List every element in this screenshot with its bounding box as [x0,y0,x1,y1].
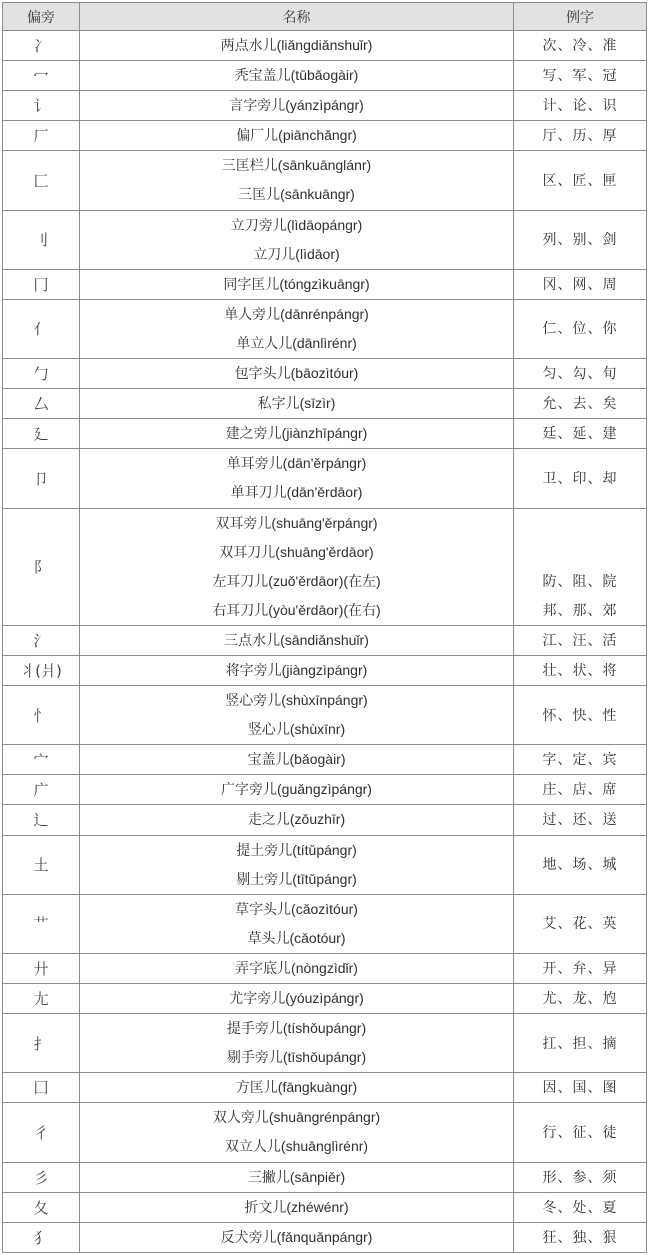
name-cell [80,389,514,419]
table-row [3,775,647,805]
example-chars: 艾、花、英 [542,915,618,932]
radical-name: 草字头儿(cǎozìtóur) [235,900,358,917]
radical-cell: 氵 [3,625,80,655]
table-row [3,625,647,655]
radicals-table [2,2,647,1253]
header-examples: 例字 [514,3,647,31]
name-cell [80,625,514,655]
radical-cell: 卩 [3,449,80,508]
example-chars [514,538,646,567]
examples-cell [514,61,647,91]
radical-name: 将字旁儿(jiàngzìpángr) [225,661,368,678]
radical-name: 剔土旁儿(tītǔpángr) [236,870,357,887]
table-row [3,359,647,389]
name-cell [80,1162,514,1192]
examples-cell [514,1192,647,1222]
radical-name: 走之儿(zǒuzhīr) [247,811,346,828]
name-cell [80,894,514,953]
example-chars: 列、别、剑 [542,231,618,248]
examples-cell [514,299,647,358]
example-chars: 允、去、矣 [542,395,618,412]
radical-cell: 刂 [3,210,80,269]
table-row [3,508,647,625]
radical-cell: 冖 [3,61,80,91]
radical-name: 同字匡儿(tóngzìkuāngr) [223,275,370,292]
examples-cell [514,655,647,685]
header-row [3,3,647,31]
example-chars: 地、场、城 [542,856,618,873]
radical-cell: 夂 [3,1192,80,1222]
radical-name: 两点水儿(liǎngdiǎnshuǐr) [220,37,373,53]
name-cell [80,686,514,745]
example-chars: 过、还、送 [542,811,618,828]
name-cell [80,299,514,358]
table-row [3,953,647,983]
radical-name: 草头儿(cǎotóur) [247,929,346,946]
name-cell [80,151,514,210]
examples-cell [514,449,647,508]
example-chars: 字、定、宾 [542,751,618,768]
table-row [3,1162,647,1192]
example-chars: 开、弁、异 [542,959,618,976]
examples-cell [514,894,647,953]
radical-name: 提手旁儿(tíshǒupángr) [226,1020,367,1037]
table-row [3,419,647,449]
radical-cell: 冫 [3,31,80,61]
radical-name: 秃宝盖儿(tūbǎogàir) [234,67,359,84]
radical-cell: 讠 [3,91,80,121]
table-row [3,91,647,121]
header-radical: 偏旁 [3,3,80,31]
radical-name: 广字旁儿(guǎngzìpángr) [221,781,372,798]
radical-cell: 丬(爿) [3,655,80,685]
example-chars: 形、参、须 [542,1168,618,1185]
radical-cell: 阝 [3,508,80,625]
table-row [3,805,647,835]
table-row [3,61,647,91]
radical-cell: 辶 [3,805,80,835]
example-chars: 区、匠、匣 [542,171,618,188]
table-row [3,835,647,894]
example-chars: 计、论、识 [542,97,618,114]
radical-cell: 忄 [3,686,80,745]
examples-cell [514,1014,647,1073]
radical-cell: 尢 [3,984,80,1014]
table-row [3,686,647,745]
radical-name: 方匡儿(fāngkuàngr) [235,1079,358,1096]
example-chars [514,509,646,538]
example-chars: 行、征、徒 [542,1123,618,1140]
radical-name: 单耳旁儿(dān'ěrpángr) [226,455,367,472]
radical-name: 单耳刀儿(dān'ěrdāor) [230,484,363,501]
radical-cell: 厶 [3,389,80,419]
radical-cell: 廴 [3,419,80,449]
radical-cell: 彳 [3,1103,80,1162]
radical-cell: 犭 [3,1222,80,1252]
name-cell [80,745,514,775]
example-chars: 防、阻、院 [542,572,618,589]
examples-cell [514,805,647,835]
name-cell [80,1014,514,1073]
radical-name: 竖心儿(shùxīnr) [247,721,346,738]
example-chars: 尤、龙、尥 [542,990,618,1006]
radical-name: 双耳刀儿(shuāng'ěrdāor) [219,543,374,560]
table-row [3,1073,647,1103]
examples-cell [514,419,647,449]
table-row [3,210,647,269]
examples-cell [514,984,647,1014]
table-row [3,389,647,419]
radical-name: 单立人儿(dānlìrénr) [236,334,357,351]
example-chars: 廷、延、建 [542,425,618,442]
name-cell [80,953,514,983]
example-chars: 怀、快、性 [542,706,618,723]
example-chars: 江、汪、活 [542,631,618,648]
examples-cell [514,1103,647,1162]
name-cell [80,61,514,91]
example-chars: 壮、状、将 [542,661,618,678]
name-cell [80,508,514,625]
radical-name: 折文儿(zhéwénr) [244,1198,349,1215]
examples-cell [514,91,647,121]
table-row [3,894,647,953]
radical-name: 三匡栏儿(sānkuānglánr) [221,157,372,174]
example-chars: 因、国、图 [542,1079,618,1096]
name-cell [80,1073,514,1103]
radical-name: 双耳旁儿(shuāng'ěrpángr) [215,514,378,531]
name-cell [80,269,514,299]
name-cell [80,775,514,805]
name-cell [80,805,514,835]
example-chars: 匀、勾、旬 [542,365,618,382]
name-cell [80,359,514,389]
radical-name: 尤字旁儿(yóuzìpángr) [229,990,364,1006]
name-cell [80,31,514,61]
example-chars: 次、冷、准 [542,37,618,53]
example-chars: 冈、网、周 [542,275,618,292]
radical-name: 右耳刀儿(yòu'ěrdāor)(在右) [212,601,381,618]
name-cell [80,419,514,449]
radical-cell: 廾 [3,953,80,983]
examples-cell [514,121,647,151]
examples-cell [514,151,647,210]
radical-name: 宝盖儿(bǎogàir) [247,751,346,768]
table-row [3,1192,647,1222]
radical-name: 左耳刀儿(zuǒ'ěrdāor)(在左) [212,572,381,589]
radical-cell: 冂 [3,269,80,299]
radical-name: 双人旁儿(shuāngrénpángr) [212,1109,381,1126]
radical-name: 立刀旁儿(lìdāopángr) [230,216,363,233]
examples-cell [514,359,647,389]
radical-name: 建之旁儿(jiànzhīpángr) [225,425,368,442]
name-cell [80,1222,514,1252]
example-chars: 庄、店、席 [542,781,618,798]
examples-cell [514,686,647,745]
name-cell [80,91,514,121]
examples-cell [514,745,647,775]
radical-cell: 彡 [3,1162,80,1192]
radical-name: 三点水儿(sāndiǎnshuǐr) [224,631,369,648]
example-chars: 仁、位、你 [542,320,618,337]
examples-cell [514,389,647,419]
radical-name: 三撇儿(sānpiěr) [247,1168,346,1185]
radical-cell: 广 [3,775,80,805]
table-row [3,121,647,151]
examples-cell [514,31,647,61]
radical-name: 竖心旁儿(shùxīnpángr) [225,692,368,709]
radical-name: 三匡儿(sānkuāngr) [238,186,355,203]
radical-cell: 勹 [3,359,80,389]
radical-cell: 厂 [3,121,80,151]
table-row [3,1222,647,1252]
radical-cell: 艹 [3,894,80,953]
examples-cell [514,269,647,299]
examples-cell [514,835,647,894]
table-row [3,31,647,61]
name-cell [80,655,514,685]
table-row [3,655,647,685]
radical-name: 双立人儿(shuānglìrénr) [224,1138,369,1155]
table-row [3,269,647,299]
example-chars: 写、军、冠 [542,67,618,84]
name-cell [80,1192,514,1222]
radical-cell: 亻 [3,299,80,358]
radical-cell: 土 [3,835,80,894]
radical-name: 单人旁儿(dānrénpángr) [224,305,369,322]
examples-cell [514,953,647,983]
radical-name: 立刀儿(lìdāor) [253,245,340,262]
table-row [3,984,647,1014]
example-chars: 狂、独、狠 [542,1228,618,1245]
examples-cell [514,1222,647,1252]
name-cell [80,1103,514,1162]
radical-cell: 匚 [3,151,80,210]
table-row [3,745,647,775]
examples-cell [514,508,647,625]
radical-cell: 囗 [3,1073,80,1103]
name-cell [80,121,514,151]
radical-name: 提土旁儿(títǔpángr) [236,841,357,858]
example-chars: 卫、印、却 [542,469,618,486]
example-chars: 邦、那、郊 [542,601,618,618]
name-cell [80,835,514,894]
name-cell [80,210,514,269]
radical-name: 言字旁儿(yánzìpángr) [229,97,364,114]
examples-cell [514,1162,647,1192]
examples-cell [514,775,647,805]
radical-name: 私字儿(sīzìr) [257,395,336,412]
name-cell [80,984,514,1014]
examples-cell [514,1073,647,1103]
table-row [3,151,647,210]
radical-cell: 扌 [3,1014,80,1073]
table-row [3,299,647,358]
radical-name: 偏厂儿(piānchǎngr) [236,127,357,144]
radical-cell: 宀 [3,745,80,775]
radical-name: 剔手旁儿(tīshǒupángr) [226,1049,367,1066]
example-chars: 厅、历、厚 [542,127,618,144]
table-row [3,449,647,508]
example-chars: 扛、担、摘 [542,1034,618,1051]
radical-name: 反犬旁儿(fǎnquǎnpángr) [220,1228,373,1245]
table-row [3,1014,647,1073]
name-cell [80,449,514,508]
table-row [3,1103,647,1162]
radical-name: 弄字底儿(nòngzìdǐr) [235,959,358,976]
example-chars: 冬、处、夏 [542,1198,618,1215]
header-name: 名称 [80,3,514,31]
examples-cell [514,625,647,655]
examples-cell [514,210,647,269]
radical-name: 包字头儿(bāozìtóur) [234,365,359,382]
